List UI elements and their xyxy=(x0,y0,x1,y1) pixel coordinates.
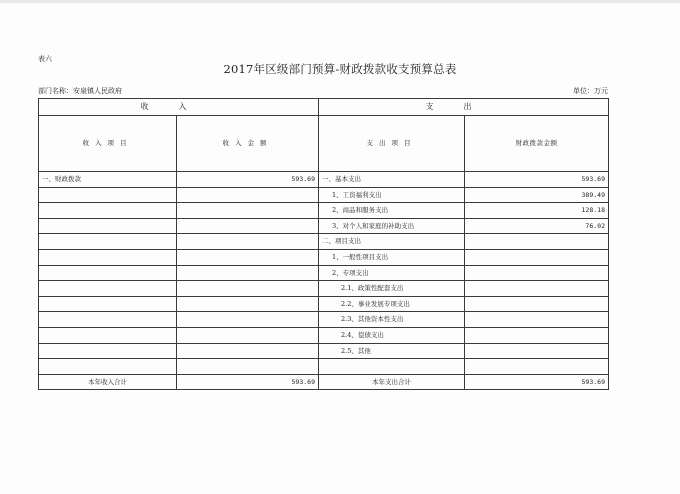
income-item-cell xyxy=(39,187,177,203)
income-amount-cell xyxy=(177,312,319,328)
income-amount-cell: 593.69 xyxy=(177,172,319,188)
income-amount-cell xyxy=(177,359,319,375)
column-header-expense-amount: 财政拨款金额 xyxy=(465,116,609,172)
income-amount-cell xyxy=(177,218,319,234)
expense-item-cell: 1、一般性项目支出 xyxy=(319,249,465,265)
expense-amount-cell xyxy=(465,249,609,265)
income-item-cell xyxy=(39,234,177,250)
expense-amount-cell: 128.18 xyxy=(465,203,609,219)
income-amount-cell xyxy=(177,187,319,203)
income-amount-cell xyxy=(177,265,319,281)
table-row xyxy=(39,203,609,219)
expense-item-cell xyxy=(319,359,465,375)
income-item-cell xyxy=(39,203,177,219)
section-income: 收入 xyxy=(39,99,319,116)
column-header-income-amount: 收入金额 xyxy=(177,116,319,172)
totals-row xyxy=(39,374,609,390)
income-total-label: 本年收入合计 xyxy=(39,374,177,390)
expense-amount-cell xyxy=(465,359,609,375)
column-header-income-item: 收入项目 xyxy=(39,116,177,172)
table-row xyxy=(39,312,609,328)
income-amount-cell xyxy=(177,249,319,265)
income-item-cell xyxy=(39,249,177,265)
expense-item-cell: 2.1、政策性配套支出 xyxy=(319,281,465,297)
table-row xyxy=(39,265,609,281)
expense-item-cell: 2.5、其他 xyxy=(319,343,465,359)
expense-item-cell: 2、专项支出 xyxy=(319,265,465,281)
income-amount-cell xyxy=(177,327,319,343)
expense-amount-cell: 593.69 xyxy=(465,172,609,188)
expense-amount-cell xyxy=(465,296,609,312)
expense-amount-cell xyxy=(465,312,609,328)
form-label: 表六 xyxy=(38,55,52,63)
expense-item-cell: 二、项目支出 xyxy=(319,234,465,250)
income-amount-cell xyxy=(177,234,319,250)
income-total-amount: 593.69 xyxy=(177,374,319,390)
table-row xyxy=(39,172,609,188)
budget-table xyxy=(38,98,609,390)
income-item-cell xyxy=(39,359,177,375)
expense-item-cell: 2.3、其他资本性支出 xyxy=(319,312,465,328)
section-header-row xyxy=(39,99,609,116)
expense-total-amount: 593.69 xyxy=(465,374,609,390)
expense-amount-cell xyxy=(465,265,609,281)
table-row xyxy=(39,327,609,343)
income-amount-cell xyxy=(177,296,319,312)
income-item-cell xyxy=(39,218,177,234)
table-row xyxy=(39,218,609,234)
income-item-cell xyxy=(39,327,177,343)
column-header-expense-item: 支出项目 xyxy=(319,116,465,172)
unit-label: 单位：万元 xyxy=(573,87,608,95)
income-amount-cell xyxy=(177,343,319,359)
expense-item-cell: 1、工资福利支出 xyxy=(319,187,465,203)
expense-item-cell: 2.2、事业发展专项支出 xyxy=(319,296,465,312)
table-row xyxy=(39,249,609,265)
income-item-cell xyxy=(39,281,177,297)
income-item-cell xyxy=(39,296,177,312)
table-row xyxy=(39,187,609,203)
income-item-cell: 一、财政拨款 xyxy=(39,172,177,188)
table-row xyxy=(39,281,609,297)
income-amount-cell xyxy=(177,203,319,219)
expense-amount-cell: 389.49 xyxy=(465,187,609,203)
table-row xyxy=(39,234,609,250)
income-item-cell xyxy=(39,265,177,281)
expense-item-cell: 2、商品和服务支出 xyxy=(319,203,465,219)
expense-amount-cell xyxy=(465,281,609,297)
department-name: 部门名称：安泉镇人民政府 xyxy=(38,87,122,95)
expense-amount-cell xyxy=(465,343,609,359)
expense-total-label: 本年支出合计 xyxy=(319,374,465,390)
table-row xyxy=(39,343,609,359)
column-header-row xyxy=(39,116,609,172)
income-amount-cell xyxy=(177,281,319,297)
section-expense: 支出 xyxy=(319,99,609,116)
expense-item-cell: 2.4、偿债支出 xyxy=(319,327,465,343)
table-row xyxy=(39,296,609,312)
expense-item-cell: 3、对个人和家庭的补助支出 xyxy=(319,218,465,234)
table-row xyxy=(39,359,609,375)
scan-edge xyxy=(0,0,680,3)
expense-amount-cell: 76.02 xyxy=(465,218,609,234)
income-item-cell xyxy=(39,343,177,359)
income-item-cell xyxy=(39,312,177,328)
document-title: 2017年区级部门预算-财政拨款收支预算总表 xyxy=(223,62,457,76)
expense-amount-cell xyxy=(465,327,609,343)
expense-item-cell: 一、基本支出 xyxy=(319,172,465,188)
expense-amount-cell xyxy=(465,234,609,250)
